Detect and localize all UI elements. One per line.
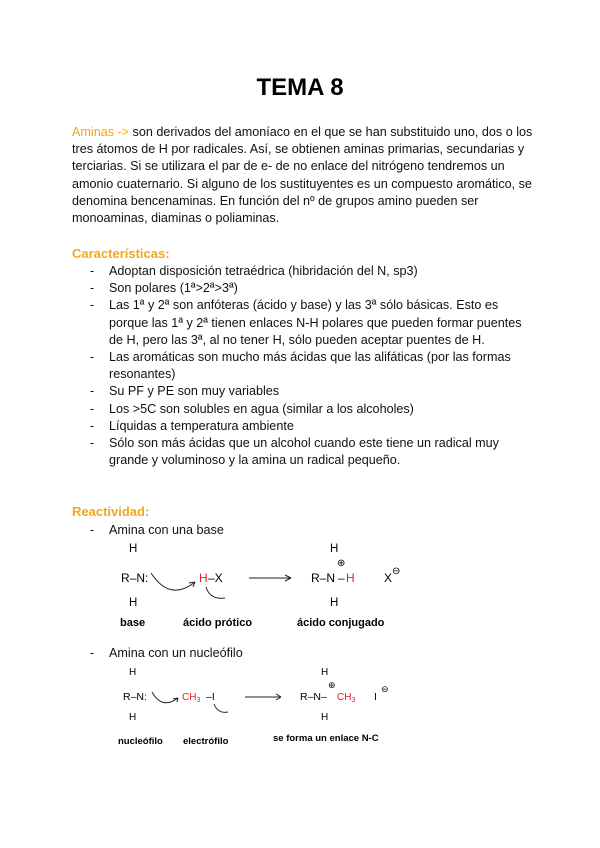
curved-arrow-1: [151, 573, 195, 590]
label-enlace-nc: se forma un enlace N-C: [273, 733, 379, 744]
minus-charge-1: ⊖: [392, 566, 400, 577]
product-h-top: H: [330, 543, 339, 555]
list-item: - Amina con un nucleófilo: [72, 645, 534, 662]
label-electrofilo: electrófilo: [183, 736, 229, 747]
intro-paragraph: [72, 124, 534, 227]
list-item: - Las 1ª y 2ª son anfóteras (ácido y base) y las 3ª sólo básicas. Esto es porque las 1ª y 2ª tienen enlaces N-H polares que pueden formar puentes de H, pero las 3ª, al no tener H, sólo pueden aceptar puentes de H.: [72, 297, 534, 349]
electrophile-ch3: $CH_3$: [182, 692, 201, 704]
label-acido-conjugado: ácido conjugado: [297, 617, 385, 629]
acid-x: –X: [208, 571, 223, 585]
reaction-scheme-base: [110, 540, 400, 632]
minus-charge-2: ⊖: [381, 684, 389, 694]
amine2-h-top: H: [129, 667, 137, 678]
amine-rn: R–N:: [121, 571, 149, 585]
plus-charge-1: ⊕: [337, 558, 346, 569]
anion-x: X: [384, 571, 393, 585]
list-item: - Son polares (1ª>2ª>3ª): [72, 280, 534, 297]
list-item: - Adoptan disposición tetraédrica (hibridación del N, sp3): [72, 263, 534, 280]
caracteristicas-heading: Características:: [72, 246, 170, 261]
amine2-h-bottom: H: [129, 712, 137, 723]
list-item: - Los >5C son solubles en agua (similar a los alcoholes): [72, 401, 534, 418]
list-item: - Amina con una base: [72, 522, 534, 539]
reactividad-heading: Reactividad:: [72, 504, 150, 519]
amine-h-top: H: [129, 543, 138, 555]
acid-h: H: [199, 571, 208, 585]
aminas-label: Aminas ->: [72, 125, 130, 139]
caracteristicas-list: [72, 263, 534, 469]
product2-rn: R–N–: [300, 691, 327, 703]
curved-arrow-4: [214, 704, 228, 712]
plus-charge-2: ⊕: [328, 680, 336, 690]
amine-h-bottom: H: [129, 597, 138, 609]
intro-text: son derivados del amoníaco en el que se han substituido uno, dos o los tres átomos de H por radicales. Así, se obtienen aminas primarias, secundarias y terciarias. Si se utilizara el par de e- de no enlace del nitrógeno tendremos un amonio cuaternario. Si alguno de los sustituyentes es un compuesto aromático, se denomina bencenaminas. En función del nº de grupos amino pueden ser monoaminas, diaminas o poliaminas.: [72, 125, 533, 226]
electrophile-iodo: –I: [206, 691, 215, 703]
reactividad-list-2: [72, 645, 534, 662]
list-item: - Líquidas a temperatura ambiente: [72, 418, 534, 435]
amine2-rn: R–N:: [123, 691, 147, 703]
curved-arrow-2: [206, 587, 225, 598]
product-h-red: H: [346, 571, 355, 585]
product-dash: –: [338, 571, 345, 585]
list-item: - Su PF y PE son muy variables: [72, 383, 534, 400]
anion-i: I: [374, 691, 377, 703]
list-item: - Las aromáticas son mucho más ácidas que las alifáticas (por las formas resonantes): [72, 349, 534, 383]
product2-h-bottom: H: [321, 712, 329, 723]
reactividad-list-1: [72, 522, 534, 539]
product-rn: R–N: [311, 571, 336, 585]
curved-arrow-3: [152, 692, 178, 703]
reaction-scheme-nucleophile: [110, 664, 410, 748]
label-acido-protico: ácido prótico: [183, 617, 253, 629]
product-h-bottom: H: [330, 597, 339, 609]
page-title: TEMA 8: [256, 74, 344, 101]
product2-ch3: $CH_3$: [337, 692, 356, 704]
list-item: - Sólo son más ácidas que un alcohol cuando este tiene un radical muy grande y voluminoso y la amina un radical pequeño.: [72, 435, 534, 469]
label-base: base: [120, 617, 146, 629]
label-nucleofilo: nucleófilo: [118, 736, 163, 747]
product2-h-top: H: [321, 667, 329, 678]
